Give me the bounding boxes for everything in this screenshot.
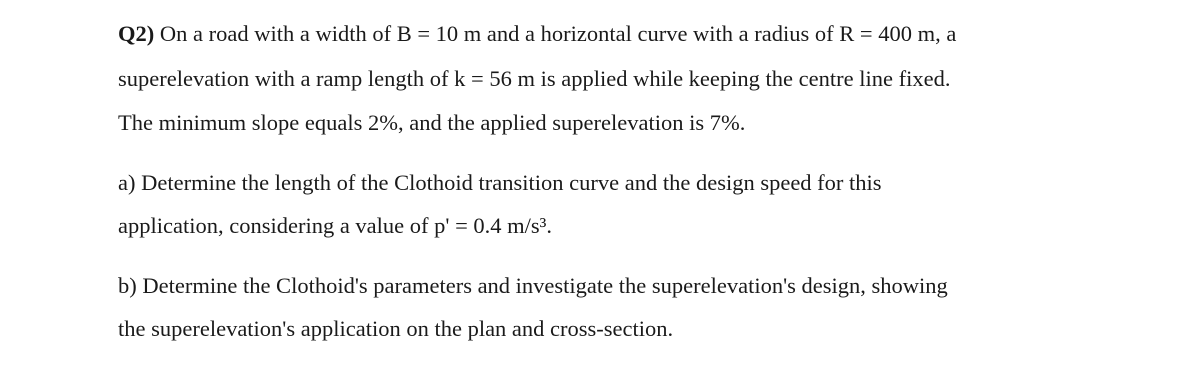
question-stem-line-3: The minimum slope equals 2%, and the applied superelevation is 7%.	[118, 110, 746, 135]
question-number: Q2)	[118, 21, 155, 46]
part-a-line-2: application, considering a value of p' = 0.4 m/s³.	[118, 213, 553, 238]
part-b-line-2: the superelevation's application on the plan and cross-section.	[118, 316, 674, 341]
question-stem-line-1	[118, 21, 956, 47]
question-stem-line-2: superelevation with a ramp length of k = 56 m is applied while keeping the centre line fixed.	[118, 66, 951, 91]
question-stem-text-1: On a road with a width of B = 10 m and a horizontal curve with a radius of R = 400 m, a	[154, 21, 957, 46]
part-b-line-1: b) Determine the Clothoid's parameters and investigate the superelevation's design, showing	[118, 273, 948, 298]
part-a-line-1: a) Determine the length of the Clothoid transition curve and the design speed for this	[118, 170, 882, 195]
